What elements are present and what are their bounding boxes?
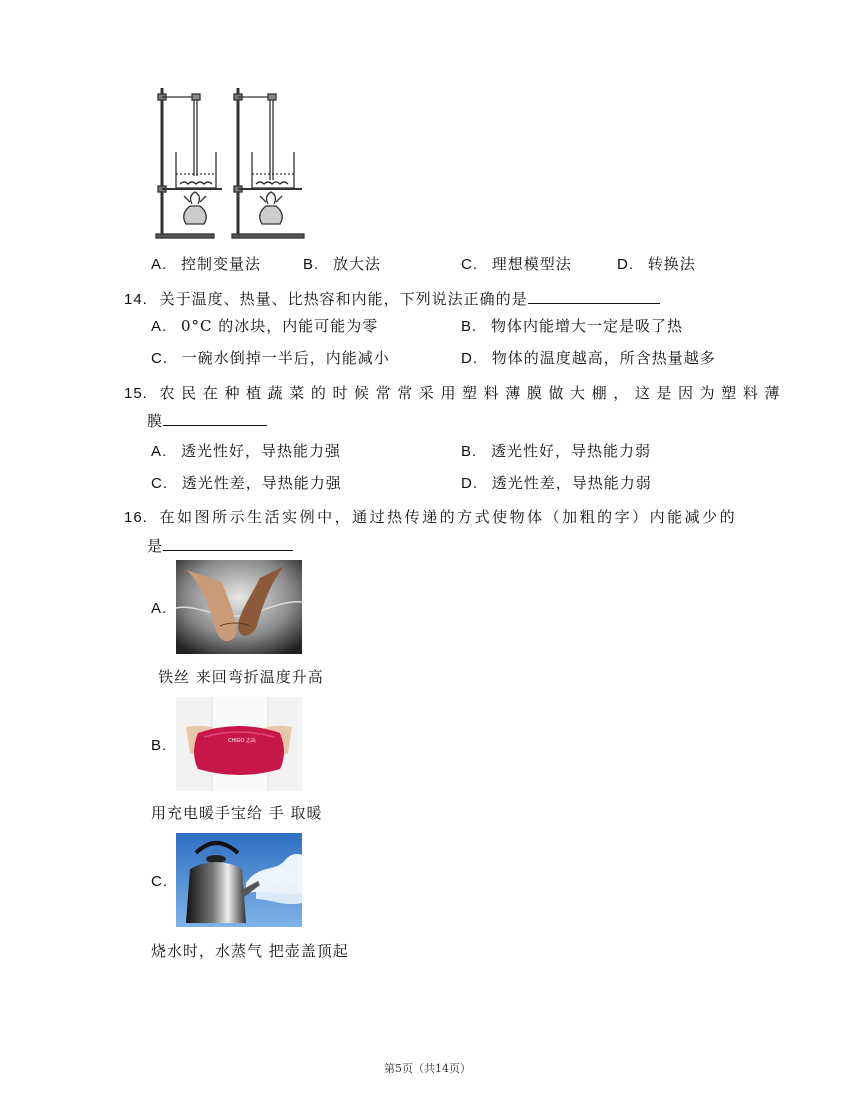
option-caption: 铁丝 来回弯折温度升高 — [158, 668, 324, 686]
q15-stem-line1 — [124, 382, 786, 403]
question-text: 农民在种植蔬菜的时候常常采用塑料薄膜做大棚，这是因为塑料薄 — [159, 384, 787, 402]
option-letter: D. — [617, 256, 634, 273]
question-number: 14. — [124, 291, 148, 308]
q15-option-b[interactable] — [461, 440, 651, 461]
option-text: 透光性差，导热能力弱 — [491, 474, 652, 492]
option-letter: C. — [151, 350, 168, 367]
option-text: 物体内能增大一定是吸了热 — [490, 317, 683, 335]
wire-bending-photo — [176, 560, 302, 654]
option-letter: A. — [151, 256, 168, 273]
option-caption: 用充电暖手宝给 手 取暖 — [151, 804, 323, 822]
q15-option-c[interactable] — [151, 472, 342, 493]
option-text: 一碗水倒掉一半后，内能减小 — [181, 349, 390, 367]
option-letter: C. — [461, 256, 478, 273]
question-text: 关于温度、热量、比热容和内能，下列说法正确的是 — [159, 290, 528, 308]
answer-blank[interactable] — [528, 289, 660, 304]
option-text: 透光性差，导热能力强 — [181, 474, 342, 492]
option-letter: A. — [151, 443, 168, 460]
option-letter: C. — [151, 475, 168, 492]
answer-blank[interactable] — [163, 536, 293, 551]
page-footer: 第5页（共14页） — [384, 1062, 471, 1075]
option-letter: A. — [151, 600, 168, 617]
apparatus-figure — [150, 84, 310, 240]
q16-option-c-letter[interactable] — [151, 872, 168, 890]
option-text: 0°C 的冰块，内能可能为零 — [180, 317, 379, 335]
q16-option-b-letter[interactable] — [151, 736, 167, 754]
option-letter: D. — [461, 350, 478, 367]
option-letter: C. — [151, 873, 168, 890]
q14-option-d[interactable] — [461, 347, 716, 368]
q16-option-a-letter[interactable] — [151, 599, 167, 617]
option-letter: B. — [303, 256, 320, 273]
hand-warmer-photo — [176, 697, 302, 791]
question-number: 15. — [124, 385, 148, 402]
q13-option-c[interactable] — [461, 253, 572, 274]
answer-blank[interactable] — [163, 411, 267, 426]
q15-option-d[interactable] — [461, 472, 652, 493]
option-letter: A. — [151, 318, 168, 335]
question-number: 16. — [124, 509, 148, 526]
q16-stem-line1 — [124, 506, 737, 527]
warmer-brand-label: CHIGO 志高 — [228, 738, 256, 744]
q13-option-d[interactable] — [617, 253, 696, 274]
q15-stem-line2 — [147, 410, 267, 431]
q16-option-c-caption — [151, 940, 349, 961]
q14-stem — [124, 288, 660, 309]
question-text-cont: 膜 — [147, 412, 164, 430]
q16-option-a-caption — [158, 666, 324, 687]
option-letter: B. — [461, 318, 478, 335]
option-letter: B. — [151, 737, 168, 754]
option-text: 物体的温度越高，所含热量越多 — [491, 349, 716, 367]
q16-option-b-caption — [151, 802, 323, 823]
question-text-cont: 是 — [147, 537, 164, 555]
question-text: 在如图所示生活实例中，通过热传递的方式使物体（加粗的字）内能减少的 — [159, 508, 738, 526]
q13-option-b[interactable] — [303, 253, 381, 274]
q14-option-b[interactable] — [461, 315, 683, 336]
option-letter: D. — [461, 475, 478, 492]
option-text: 转换法 — [647, 255, 696, 273]
option-text: 控制变量法 — [180, 255, 261, 273]
option-text: 放大法 — [332, 255, 381, 273]
q15-option-a[interactable] — [151, 440, 341, 461]
q16-stem-line2 — [147, 535, 293, 556]
option-text: 理想模型法 — [491, 255, 572, 273]
q14-option-a[interactable] — [151, 315, 378, 336]
option-text: 透光性好，导热能力强 — [180, 442, 341, 460]
q13-option-a[interactable] — [151, 253, 261, 274]
option-letter: B. — [461, 443, 478, 460]
q14-option-c[interactable] — [151, 347, 390, 368]
kettle-photo — [176, 833, 302, 927]
option-caption: 烧水时，水蒸气 把壶盖顶起 — [151, 942, 349, 960]
option-text: 透光性好，导热能力弱 — [490, 442, 651, 460]
